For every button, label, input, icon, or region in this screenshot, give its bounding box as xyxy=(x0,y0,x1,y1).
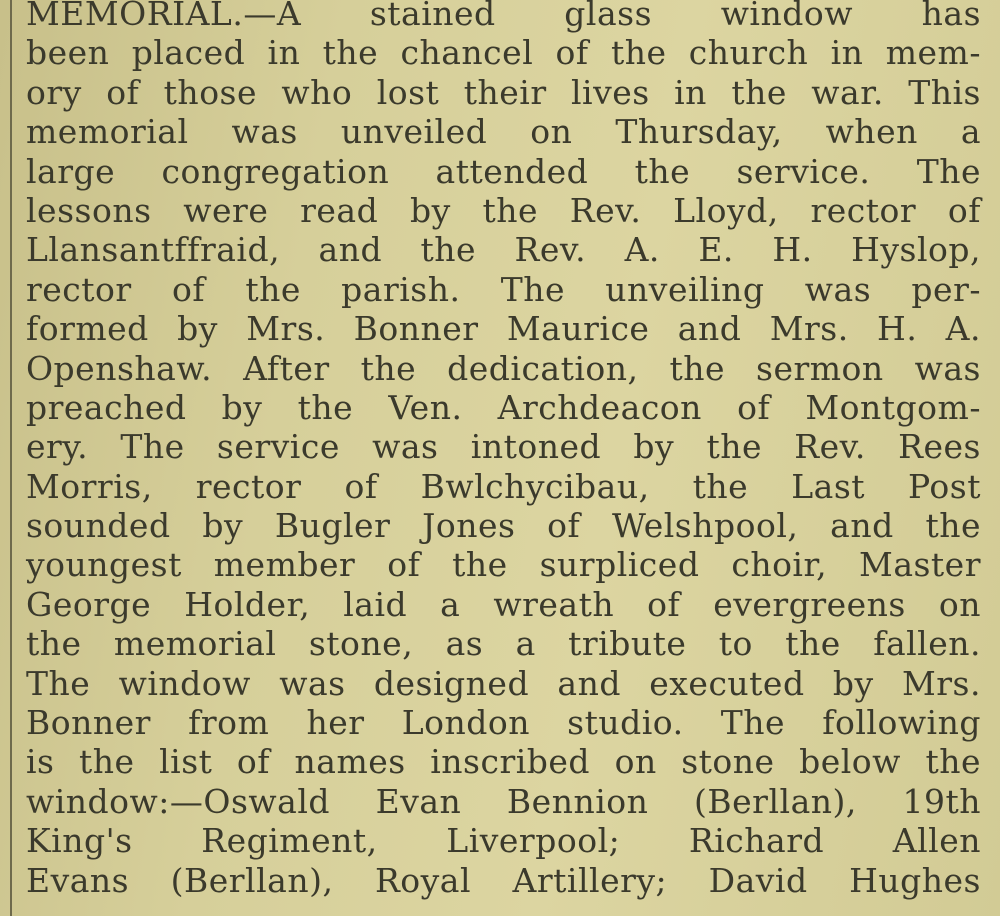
article-line: window:—Oswald Evan Bennion (Berllan), 19th xyxy=(26,781,981,821)
article-line: formed by Mrs. Bonner Maurice and Mrs. H. A. xyxy=(26,309,981,349)
article-line: the memorial stone, as a tribute to the fallen. xyxy=(26,624,981,664)
article-line: ory of those who lost their lives in the war. This xyxy=(26,72,981,112)
article-line: large congregation attended the service. The xyxy=(26,151,981,191)
article-line: MEMORIAL.—A stained glass window has xyxy=(26,0,981,33)
article-line: George Holder, laid a wreath of evergreens on xyxy=(26,584,981,624)
article-line: Bonner from her London studio. The following xyxy=(26,703,981,743)
article-line: Morris, rector of Bwlchycibau, the Last Post xyxy=(26,466,981,506)
article-line: King's Regiment, Liverpool; Richard Allen xyxy=(26,821,981,861)
article-line: The window was designed and executed by Mrs. xyxy=(26,663,981,703)
article-line: ery. The service was intoned by the Rev. Rees xyxy=(26,427,981,467)
article-column xyxy=(26,0,981,900)
article-line: been placed in the chancel of the church in mem- xyxy=(26,33,981,73)
article-line: preached by the Ven. Archdeacon of Montgom- xyxy=(26,387,981,427)
article-line: rector of the parish. The unveiling was per- xyxy=(26,269,981,309)
article-line: memorial was unveiled on Thursday, when a xyxy=(26,112,981,152)
article-line: sounded by Bugler Jones of Welshpool, and the xyxy=(26,506,981,546)
article-line: Openshaw. After the dedication, the sermon was xyxy=(26,348,981,388)
column-rule xyxy=(10,0,12,916)
article-line: lessons were read by the Rev. Lloyd, rector of xyxy=(26,190,981,230)
article-line: Evans (Berllan), Royal Artillery; David Hughes xyxy=(26,860,981,900)
article-line: youngest member of the surpliced choir, Master xyxy=(26,545,981,585)
article-line: is the list of names inscribed on stone below the xyxy=(26,742,981,782)
article-line: Llansantffraid, and the Rev. A. E. H. Hyslop, xyxy=(26,230,981,270)
